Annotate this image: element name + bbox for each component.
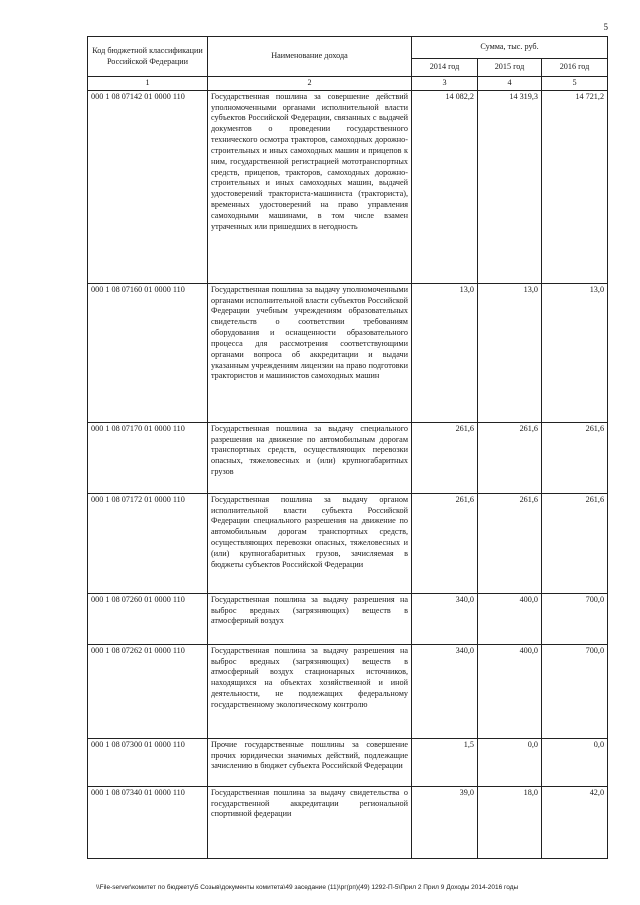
value-2016: 42,0 <box>542 786 608 858</box>
value-2015: 400,0 <box>478 644 542 738</box>
page-number: 5 <box>603 22 608 32</box>
value-2014: 261,6 <box>412 422 478 493</box>
value-2014: 14 082,2 <box>412 90 478 283</box>
value-2014: 261,6 <box>412 493 478 593</box>
value-2015: 13,0 <box>478 283 542 422</box>
row-code: 000 1 08 07340 01 0000 110 <box>88 786 208 858</box>
row-code: 000 1 08 07260 01 0000 110 <box>88 593 208 644</box>
value-2016: 700,0 <box>542 644 608 738</box>
column-number: 2 <box>208 77 412 91</box>
row-code: 000 1 08 07300 01 0000 110 <box>88 738 208 786</box>
row-name: Государственная пошлина за совершение действий уполномоченными органами исполнительной власти субъектов Российской Федерации, связанных с выдачей документов о проведении государственного технического осмотра тракторов, самоходных дорожно-строительных и иных самоходных машин и прицепов к ним, государственной регистрацией мототранспортных средств, прицепов, тракторов, самоходных дорожно-строительных и иных самоходных машин, выдачей удостоверений тракториста-машиниста (тракториста), временных удостоверений на право управления самоходными машинами, в том числе взамен утраченных или пришедших в негодность <box>208 90 412 283</box>
column-number: 5 <box>542 77 608 91</box>
row-name: Государственная пошлина за выдачу органом исполнительной власти субъекта Российской Федерации специального разрешения на движение по автомобильным дорогам транспортных средств, осуществляющих перевозки опасных, тяжеловесных и (или) крупногабаритных грузов, зачисляемая в бюджеты субъектов Российской Федерации <box>208 493 412 593</box>
header-code: Код бюджетной классификации Российской Федерации <box>88 37 208 77</box>
table-row <box>88 738 608 786</box>
column-number: 1 <box>88 77 208 91</box>
value-2016: 700,0 <box>542 593 608 644</box>
value-2016: 261,6 <box>542 493 608 593</box>
value-2015: 261,6 <box>478 422 542 493</box>
file-path-footer: \\File-server\комитет по бюджету\5 Созыв\документы комитета\49 заседание (11)\рг(рп)(49) 1292-П-5\Прил 2 Прил 9 Доходы 2014-2016 годы <box>96 884 519 891</box>
table-row <box>88 644 608 738</box>
header-year-2015: 2015 год <box>478 59 542 77</box>
row-code: 000 1 08 07172 01 0000 110 <box>88 493 208 593</box>
value-2016: 14 721,2 <box>542 90 608 283</box>
value-2014: 39,0 <box>412 786 478 858</box>
value-2016: 261,6 <box>542 422 608 493</box>
column-number: 4 <box>478 77 542 91</box>
row-code: 000 1 08 07170 01 0000 110 <box>88 422 208 493</box>
value-2015: 14 319,3 <box>478 90 542 283</box>
row-code: 000 1 08 07262 01 0000 110 <box>88 644 208 738</box>
value-2014: 13,0 <box>412 283 478 422</box>
row-name: Прочие государственные пошлины за совершение прочих юридически значимых действий, подлежащие зачислению в бюджет субъекта Российской Федерации <box>208 738 412 786</box>
value-2016: 0,0 <box>542 738 608 786</box>
header-sum: Сумма, тыс. руб. <box>412 37 608 59</box>
row-code: 000 1 08 07160 01 0000 110 <box>88 283 208 422</box>
value-2015: 0,0 <box>478 738 542 786</box>
table-row <box>88 422 608 493</box>
value-2015: 400,0 <box>478 593 542 644</box>
revenue-table <box>87 36 608 859</box>
table-row <box>88 493 608 593</box>
table-row <box>88 283 608 422</box>
header-year-2014: 2014 год <box>412 59 478 77</box>
header-year-2016: 2016 год <box>542 59 608 77</box>
row-name: Государственная пошлина за выдачу свидетельства о государственной аккредитации региональной спортивной федерации <box>208 786 412 858</box>
row-name: Государственная пошлина за выдачу уполномоченными органами исполнительной власти субъектов Российской Федерации учебным учреждениям образовательных свидетельств о соответствии требованиям оборудования и оснащенности образовательного процесса для рассмотрения соответствующими органами вопроса об аккредитации и выдачи указанным учреждениям лицензии на право подготовки трактористов и машинистов самоходных машин <box>208 283 412 422</box>
table-row <box>88 593 608 644</box>
value-2014: 1,5 <box>412 738 478 786</box>
value-2016: 13,0 <box>542 283 608 422</box>
value-2015: 261,6 <box>478 493 542 593</box>
header-name: Наименование дохода <box>208 37 412 77</box>
row-name: Государственная пошлина за выдачу специального разрешения на движение по автомобильным дорогам транспортных средств, осуществляющих перевозки опасных, тяжеловесных и (или) крупногабаритных грузов <box>208 422 412 493</box>
value-2014: 340,0 <box>412 593 478 644</box>
row-name: Государственная пошлина за выдачу разрешения на выброс вредных (загрязняющих) веществ в атмосферный воздух <box>208 593 412 644</box>
row-name: Государственная пошлина за выдачу разрешения на выброс вредных (загрязняющих) веществ в атмосферный воздух стационарных источников, находящихся на объектах хозяйственной и иной деятельности, не подлежащих федеральному государственному экологическому контролю <box>208 644 412 738</box>
value-2015: 18,0 <box>478 786 542 858</box>
value-2014: 340,0 <box>412 644 478 738</box>
table-row <box>88 90 608 283</box>
column-number: 3 <box>412 77 478 91</box>
row-code: 000 1 08 07142 01 0000 110 <box>88 90 208 283</box>
table-row <box>88 786 608 858</box>
